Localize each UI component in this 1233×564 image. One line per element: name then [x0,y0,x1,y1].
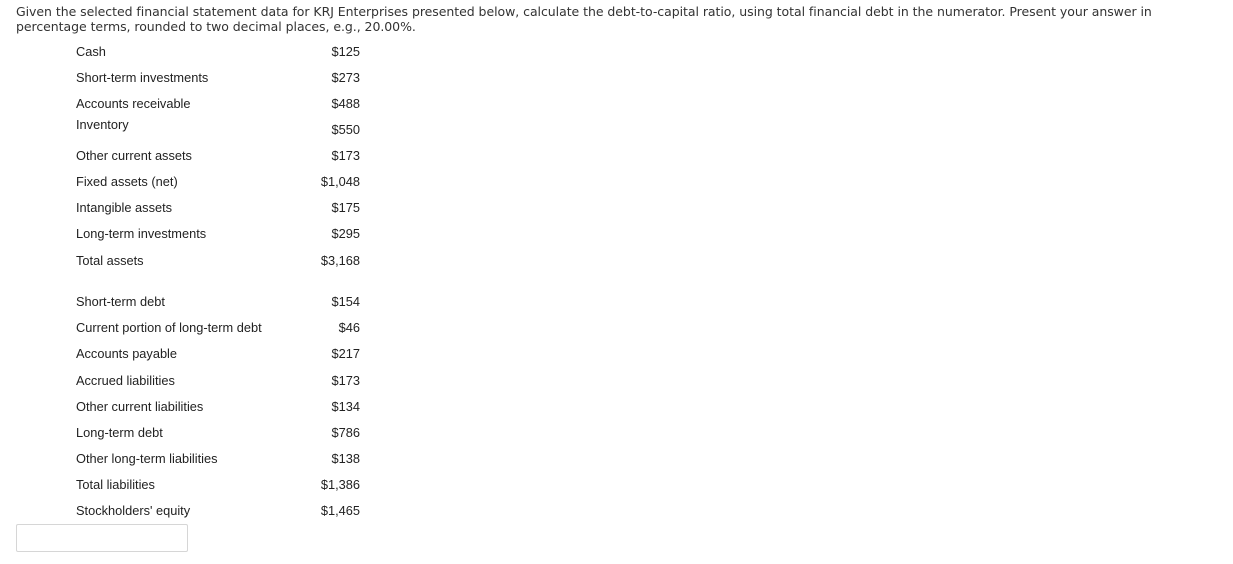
row-label: Fixed assets (net) [76,174,178,189]
row-value: $786 [331,425,360,440]
row-label: Long-term debt [76,425,163,440]
table-row [0,146,420,166]
row-value: $1,465 [320,503,360,518]
table-row [0,68,420,88]
row-label: Stockholders' equity [76,503,191,518]
row-value: $1,048 [320,174,360,189]
row-label: Current portion of long-term debt [76,320,262,335]
table-row [0,198,420,218]
row-value: $273 [331,70,360,85]
row-label: Short-term debt [76,294,165,309]
table-row [0,475,420,495]
table-row [0,42,420,62]
row-value: $488 [331,96,360,111]
table-row [0,115,420,135]
table-row [0,501,420,521]
row-value: $173 [331,148,360,163]
row-value: $173 [331,373,360,388]
question-text: Given the selected financial statement data for KRJ Enterprises presented below, calculate the debt-to-capital ratio, using total financial debt in the numerator. Present your answer in percentage terms, rounded to two decimal places, e.g., 20.00%. [16,4,1152,34]
row-value: $1,386 [320,477,360,492]
row-label: Long-term investments [76,226,207,241]
table-row [0,449,420,469]
table-row [0,397,420,417]
row-label: Total assets [76,253,144,268]
row-value: $134 [331,399,360,414]
row-value: $295 [331,226,360,241]
table-row [0,251,420,271]
table-row [0,94,420,114]
row-label: Intangible assets [76,200,173,215]
financial-data-table [0,0,420,530]
row-value: $217 [331,346,360,361]
table-row [0,318,420,338]
table-row [0,224,420,244]
row-label: Accounts payable [76,346,178,361]
row-value: $175 [331,200,360,215]
row-label: Accrued liabilities [76,373,175,388]
table-row [0,423,420,443]
row-label: Inventory [76,117,129,132]
table-row [0,292,420,312]
row-label: Other long-term liabilities [76,451,218,466]
row-value: $46 [338,320,360,335]
row-label: Other current liabilities [76,399,204,414]
row-value: $550 [331,122,360,137]
row-value: $125 [331,44,360,59]
row-value: $154 [331,294,360,309]
row-value: $138 [331,451,360,466]
row-label: Short-term investments [76,70,209,85]
row-label: Cash [76,44,106,59]
answer-input[interactable] [16,524,188,552]
table-row [0,371,420,391]
row-label: Other current assets [76,148,192,163]
table-row [0,172,420,192]
table-row [0,344,420,364]
row-label: Total liabilities [76,477,155,492]
row-label: Accounts receivable [76,96,191,111]
row-value: $3,168 [320,253,360,268]
